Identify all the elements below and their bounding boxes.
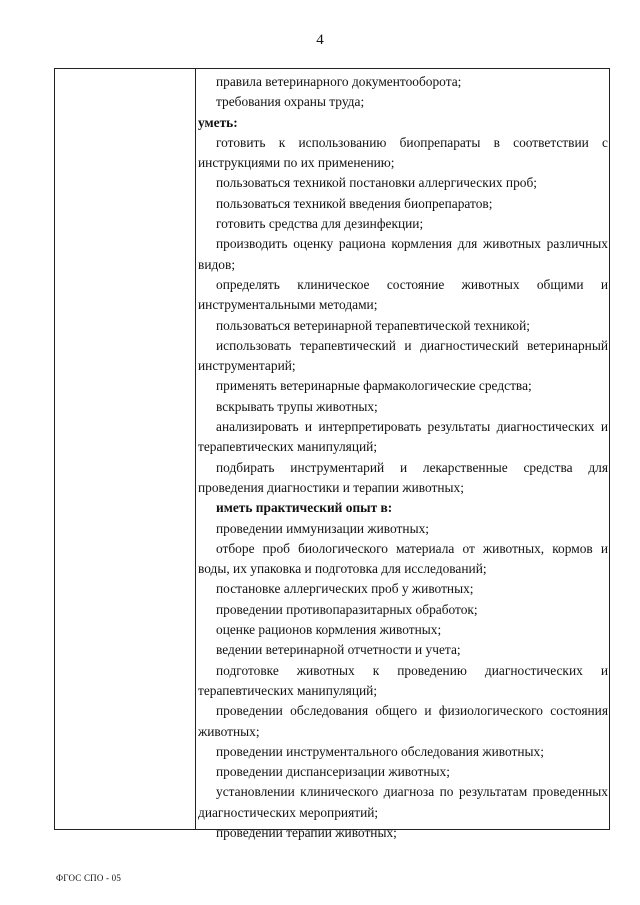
paragraph-therapy: проведении терапии животных; [216,824,397,840]
paragraph-allergy-tests-technique: пользоваться техникой постановки аллергических проб; [216,175,537,191]
paragraph-documentation-rules: правила ветеринарного документооборота; [216,74,462,89]
heading-skills: уметь: [198,114,238,130]
heading-practical-experience: иметь практический опыт в: [216,500,393,516]
paragraph-antiparasitic: проведении противопаразитарных обработок; [216,601,478,617]
paragraph-prepare-biologics: готовить к использованию биопрепараты в соответствии с инструкциями по их применению; [198,134,608,171]
paragraph-animal-preparation: подготовке животных к проведению диагностических и терапевтических манипуляций; [198,662,608,698]
paragraph-select-instruments: подбирать инструментарий и лекарственные средства для проведения диагностики и терапии животных; [198,459,608,495]
paragraph-sampling: отборе проб биологического материала от животных, кормов и воды, их упаковка и подготовка для исследований; [198,540,608,577]
paragraph-clinical-state: определять клиническое состояние животных общими и инструментальными методами; [198,276,608,313]
paragraph-disinfection-agents: готовить средства для дезинфекции; [216,216,424,232]
paragraph-biologics-administration: пользоваться техникой введения биопрепаратов; [216,195,493,211]
paragraph-reporting: ведении ветеринарной отчетности и учета; [216,642,461,658]
document-code-footer: ФГОС СПО - 05 [56,873,122,883]
paragraph-dispensarization: проведении диспансеризации животных; [216,764,450,780]
requirements-cell [198,72,608,843]
paragraph-ration-evaluation: оценке рационов кормления животных; [216,622,442,638]
paragraph-instrumental-examination: проведении инструментального обследования животных; [216,743,544,759]
paragraph-labor-safety: требования охраны труда; [216,94,365,110]
paragraph-immunization: проведении иммунизации животных; [216,520,429,536]
paragraph-pharmacological-agents: применять ветеринарные фармакологические средства; [216,378,532,394]
column-divider [195,69,196,829]
paragraph-general-examination: проведении обследования общего и физиологического состояния животных; [198,703,608,739]
paragraph-ration-assessment: производить оценку рациона кормления для животных различных видов; [198,236,608,272]
paragraph-clinical-diagnosis: установлении клинического диагноза по результатам проведенных диагностических мероприятий; [198,784,608,820]
paragraph-therapeutic-equipment: пользоваться ветеринарной терапевтической техникой; [216,317,530,333]
paragraph-autopsy: вскрывать трупы животных; [216,398,378,414]
paragraph-allergy-tests: постановке аллергических проб у животных; [216,581,474,597]
paragraph-vet-instruments: использовать терапевтический и диагностический ветеринарный инструментарий; [198,337,608,374]
page-number: 4 [316,32,324,48]
standards-table [54,68,610,840]
paragraph-analyze-results: анализировать и интерпретировать результаты диагностических и терапевтических манипуляций; [198,419,608,455]
